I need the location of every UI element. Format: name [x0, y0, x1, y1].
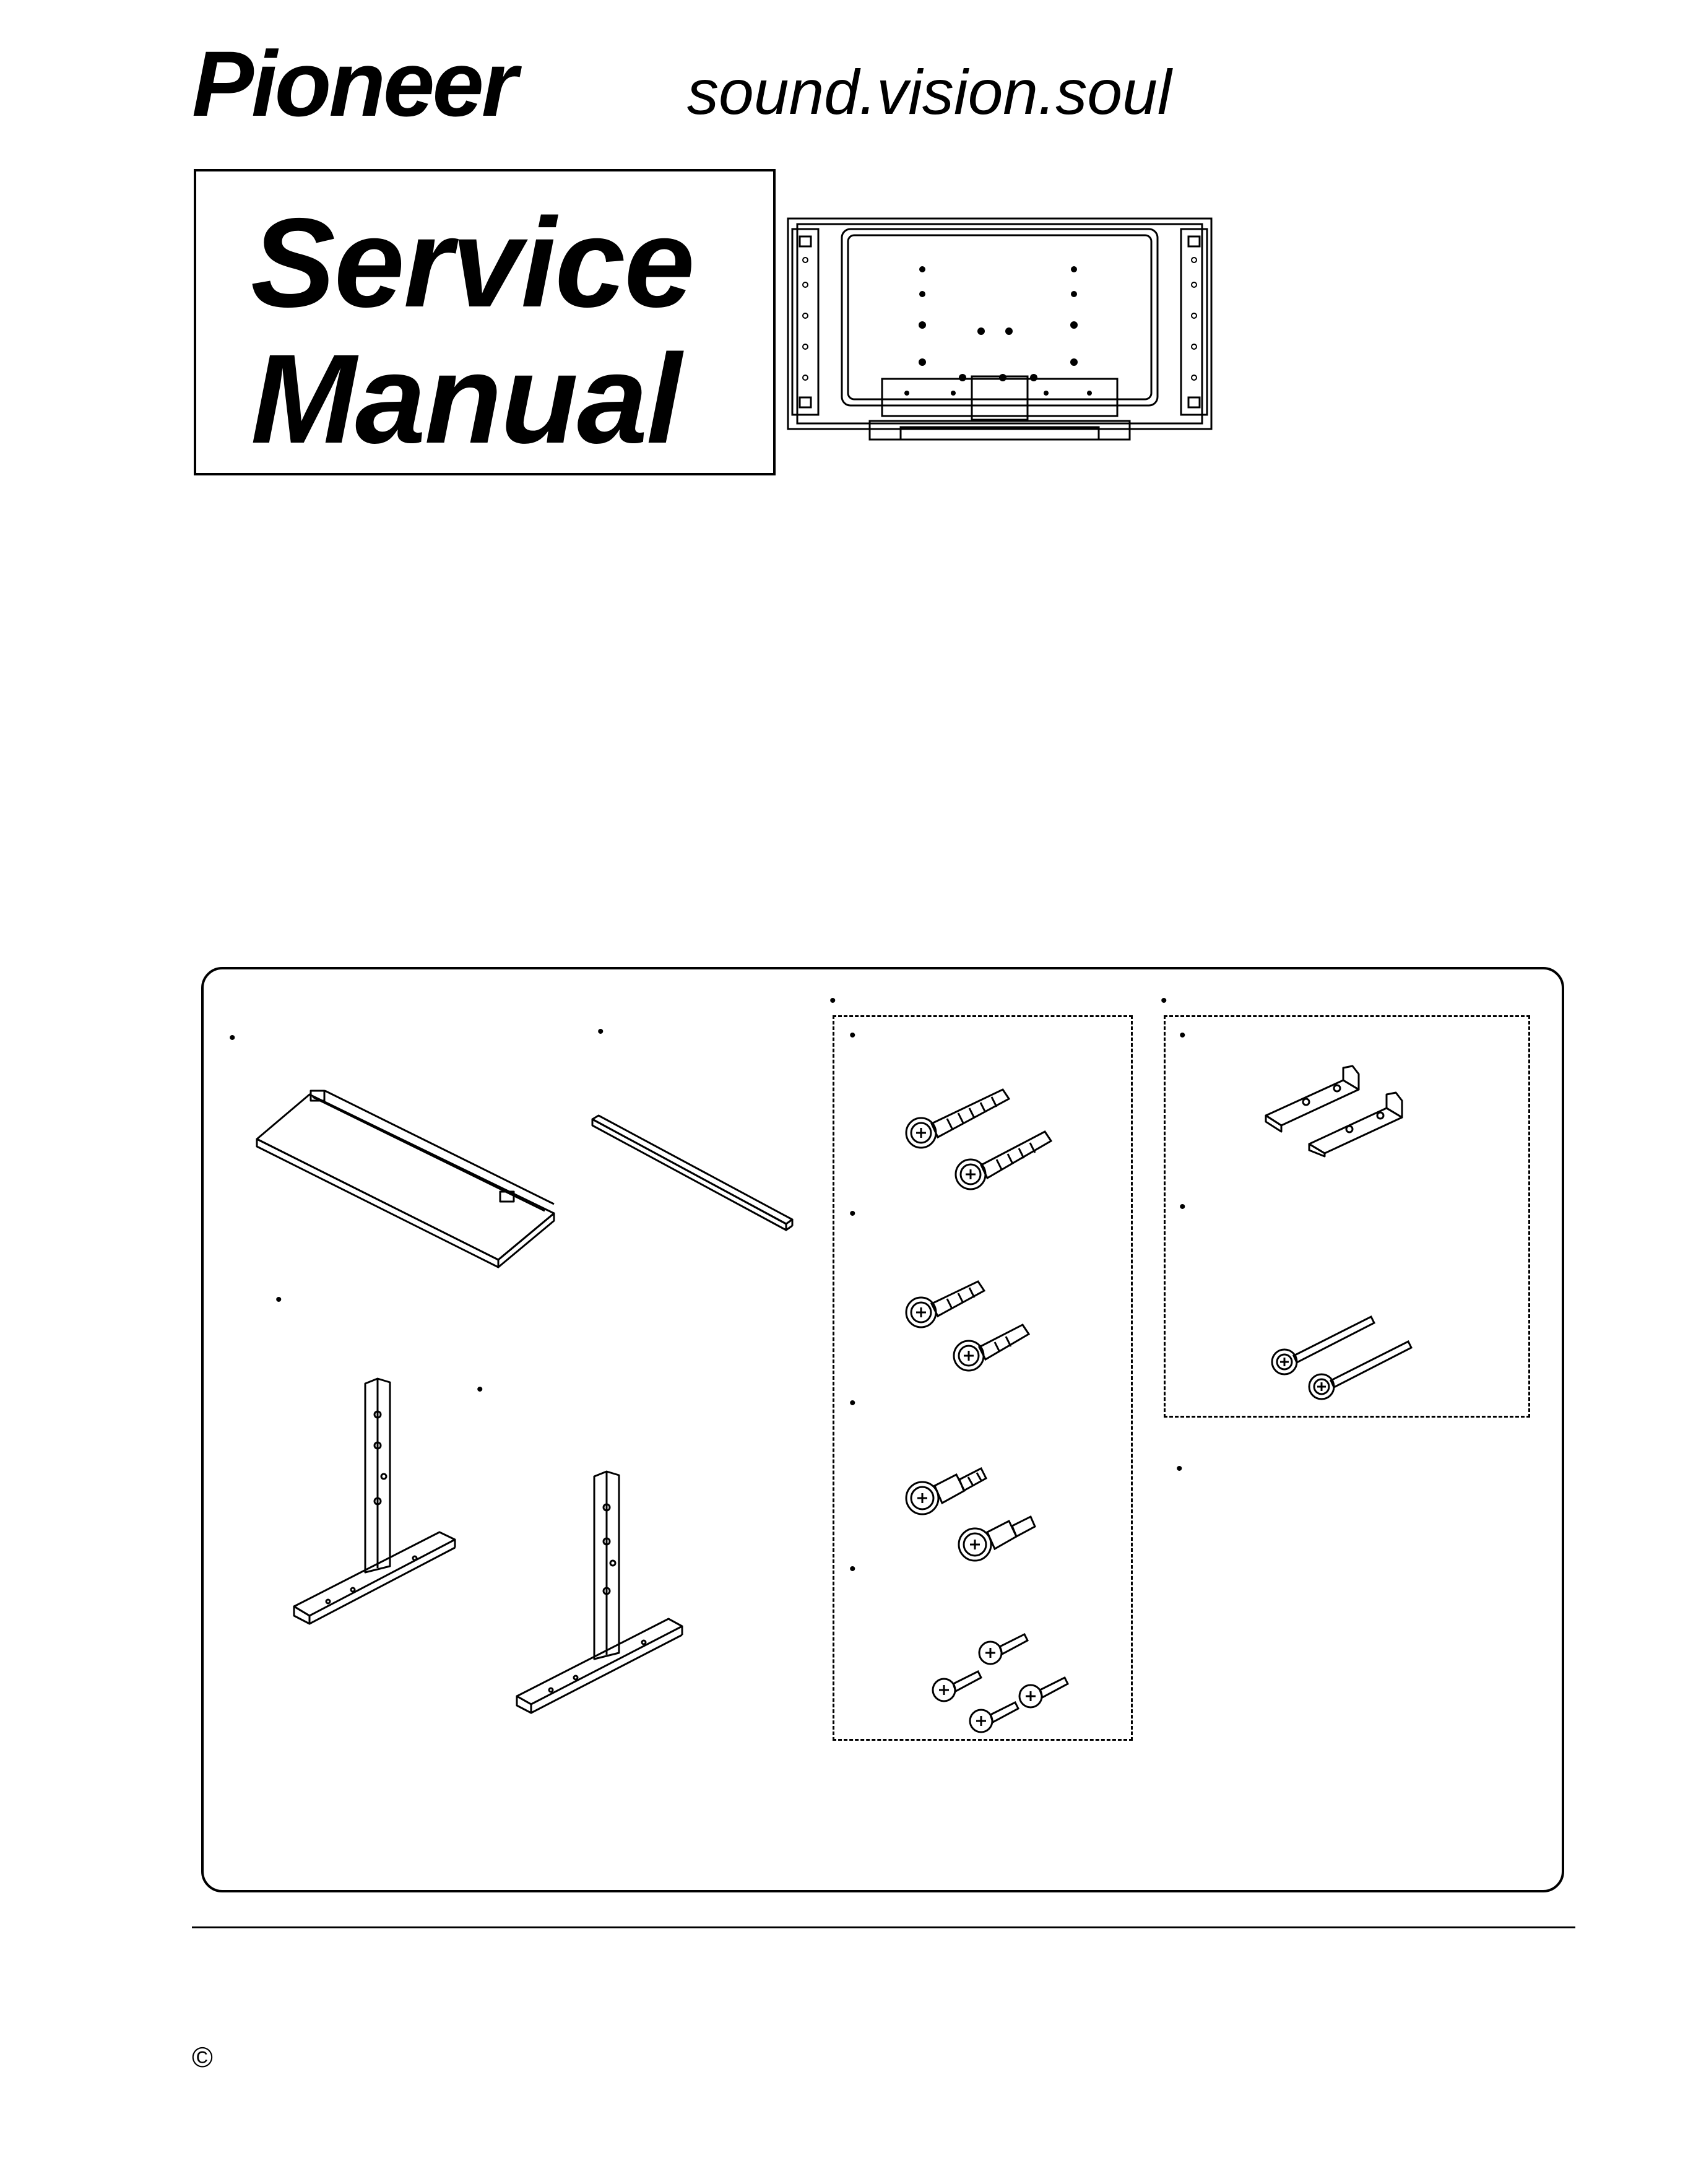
bullet-stand-base: • — [229, 1028, 236, 1048]
stand-leg-right-illustration — [514, 1470, 684, 1730]
title-line-1: Service — [251, 192, 694, 334]
footer-rule — [192, 1926, 1575, 1928]
stand-leg-left-illustration — [291, 1377, 458, 1637]
bullet-bracket-screw: • — [1179, 1197, 1186, 1217]
screw-pair-long-illustration — [904, 1080, 1052, 1195]
bullet-screw-a: • — [849, 1025, 856, 1046]
bullet-stand-left: • — [275, 1289, 282, 1310]
bullet-screw-b: • — [849, 1203, 856, 1224]
stand-bar-illustration — [591, 1114, 795, 1232]
bullet-screw-d: • — [849, 1559, 856, 1579]
bullet-other: • — [1176, 1458, 1183, 1479]
title-line-2: Manual — [251, 328, 681, 470]
screw-pair-shoulder-illustration — [904, 1455, 1037, 1566]
bracket-bolts-illustration — [1269, 1309, 1417, 1408]
stand-base-plate-illustration — [254, 1090, 557, 1269]
bullet-bracket: • — [1179, 1025, 1186, 1046]
brand-tagline: sound.vision.soul — [687, 57, 1172, 128]
copyright-symbol: © — [192, 2041, 213, 2073]
screw-pair-medium-illustration — [904, 1275, 1034, 1377]
bullet-bar: • — [597, 1021, 604, 1042]
bullet-screw-c: • — [849, 1393, 856, 1413]
bullet-screws-group: • — [829, 990, 836, 1011]
display-rear-view-illustration — [786, 217, 1213, 452]
bullet-brackets-group: • — [1161, 990, 1167, 1011]
screw-set-small-illustration — [928, 1628, 1077, 1740]
pioneer-logo: Pioneer — [192, 32, 516, 136]
bracket-pair-illustration — [1263, 1065, 1436, 1158]
document-title — [251, 192, 694, 470]
bullet-stand-right: • — [477, 1379, 483, 1400]
